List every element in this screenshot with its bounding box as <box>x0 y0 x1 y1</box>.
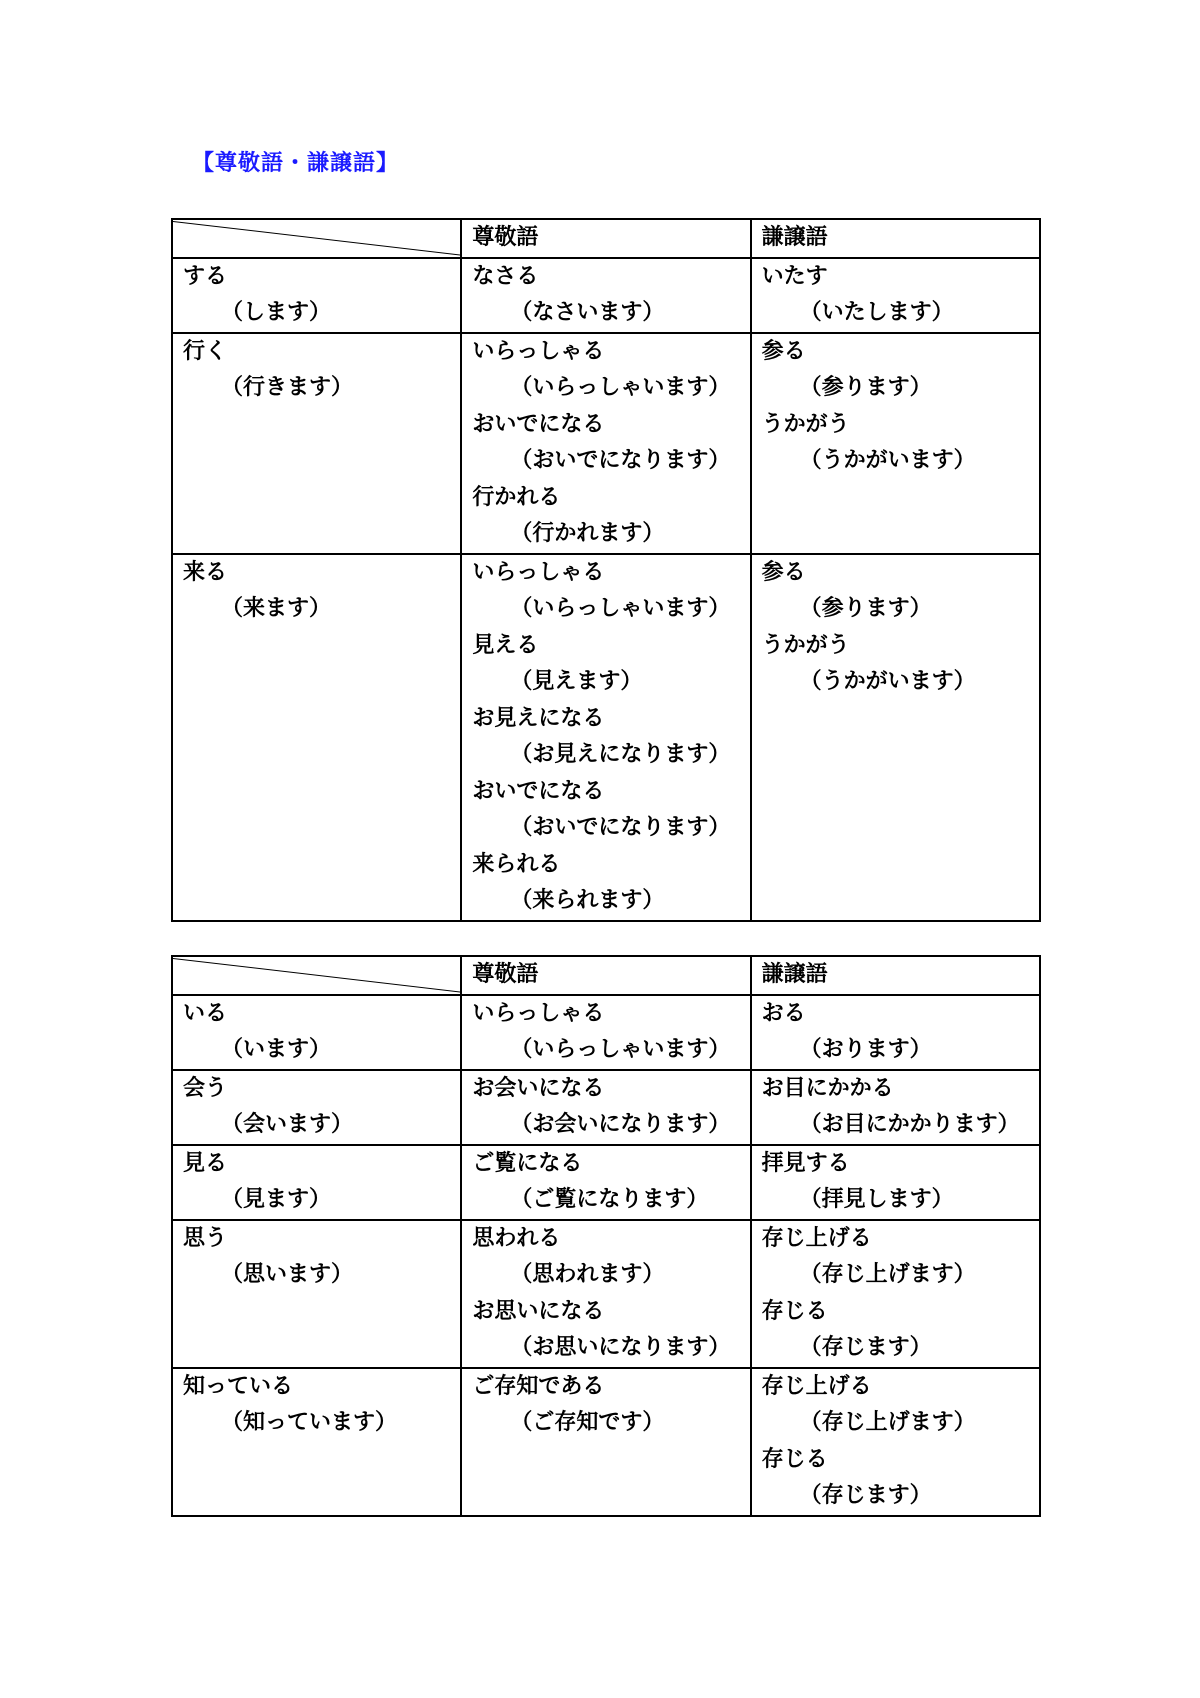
plain-form: 知っている <box>183 1373 294 1399</box>
plain-form: 来る <box>183 559 228 585</box>
polite-form: （します） <box>221 300 332 325</box>
plain-form: おいでになる <box>472 411 605 437</box>
sonkeigo-cell <box>461 333 750 554</box>
plain-form: うかがう <box>761 632 850 658</box>
corner-cell <box>172 956 461 995</box>
diagonal-line <box>173 957 460 994</box>
polite-form: （来られます） <box>510 888 665 913</box>
plain-form: 拝見する <box>761 1150 850 1176</box>
polite-form: （存じます） <box>799 1335 932 1360</box>
kenjougo-cell <box>751 258 1040 333</box>
table-body <box>172 995 1040 1516</box>
table-body <box>172 258 1040 921</box>
plain-form: 行く <box>183 338 228 364</box>
sonkeigo-cell <box>461 1368 750 1516</box>
polite-form: （知っています） <box>221 1410 398 1435</box>
sonkeigo-cell <box>461 554 750 921</box>
polite-form: （思います） <box>221 1262 354 1287</box>
verb-cell <box>172 554 461 921</box>
kenjougo-cell <box>751 1368 1040 1516</box>
plain-form: 参る <box>761 559 806 585</box>
polite-form: （参ります） <box>799 596 932 621</box>
plain-form: お目にかかる <box>761 1075 894 1101</box>
plain-form: おる <box>761 1000 806 1026</box>
polite-form: （存じ上げます） <box>799 1410 976 1435</box>
verb-cell <box>172 258 461 333</box>
kenjougo-cell <box>751 554 1040 921</box>
kenjougo-cell <box>751 333 1040 554</box>
verb-cell <box>172 1145 461 1220</box>
plain-form: する <box>183 263 228 289</box>
polite-form: （いらっしゃいます） <box>510 375 731 400</box>
polite-form: （ご覧になります） <box>510 1187 709 1212</box>
plain-form: いらっしゃる <box>472 559 605 585</box>
plain-form: 参る <box>761 338 806 364</box>
table-row <box>172 995 1040 1070</box>
kenjougo-cell <box>751 1070 1040 1145</box>
sonkeigo-cell <box>461 1145 750 1220</box>
keigo-table-1 <box>171 218 1041 922</box>
polite-form: （思われます） <box>510 1262 665 1287</box>
sonkeigo-cell <box>461 995 750 1070</box>
polite-form: （見えます） <box>510 669 643 694</box>
kenjougo-cell <box>751 1220 1040 1368</box>
plain-form: 見る <box>183 1150 228 1176</box>
plain-form: 見える <box>472 632 539 658</box>
keigo-table-2 <box>171 955 1041 1517</box>
plain-form: おいでになる <box>472 778 605 804</box>
header-kenjougo: 謙譲語 <box>751 219 1040 258</box>
verb-cell <box>172 1070 461 1145</box>
polite-form: （会います） <box>221 1112 354 1137</box>
plain-form: 来られる <box>472 851 561 877</box>
table-row <box>172 1070 1040 1145</box>
polite-form: （うかがいます） <box>799 448 976 473</box>
polite-form: （おいでになります） <box>510 448 731 473</box>
polite-form: （存じます） <box>799 1483 932 1508</box>
polite-form: （存じ上げます） <box>799 1262 976 1287</box>
header-sonkeigo: 尊敬語 <box>461 219 750 258</box>
sonkeigo-cell <box>461 1070 750 1145</box>
kenjougo-cell <box>751 1145 1040 1220</box>
kenjougo-cell <box>751 995 1040 1070</box>
verb-cell <box>172 333 461 554</box>
plain-form: 存じる <box>761 1446 828 1472</box>
polite-form: （います） <box>221 1037 332 1062</box>
table-row <box>172 333 1040 554</box>
plain-form: 会う <box>183 1075 228 1101</box>
header-row <box>172 219 1040 258</box>
polite-form: （うかがいます） <box>799 669 976 694</box>
plain-form: 思われる <box>472 1225 561 1251</box>
plain-form: 思う <box>183 1225 228 1251</box>
diagonal-line <box>173 220 460 257</box>
plain-form: ご存知である <box>472 1373 605 1399</box>
polite-form: （来ます） <box>221 596 332 621</box>
plain-form: 存じる <box>761 1298 828 1324</box>
polite-form: （お目にかかります） <box>799 1112 1020 1137</box>
polite-form: （いたします） <box>799 300 954 325</box>
polite-form: （お会いになります） <box>510 1112 731 1137</box>
table-row <box>172 554 1040 921</box>
sonkeigo-cell <box>461 258 750 333</box>
polite-form: （行かれます） <box>510 521 665 546</box>
table-row <box>172 1220 1040 1368</box>
plain-form: いらっしゃる <box>472 1000 605 1026</box>
plain-form: いらっしゃる <box>472 338 605 364</box>
verb-cell <box>172 1368 461 1516</box>
header-row <box>172 956 1040 995</box>
page-title: 【尊敬語・謙譲語】 <box>192 151 400 176</box>
polite-form: （お見えになります） <box>510 742 731 767</box>
plain-form: 行かれる <box>472 484 561 510</box>
plain-form: 存じ上げる <box>761 1373 872 1399</box>
plain-form: いたす <box>761 263 828 289</box>
polite-form: （おります） <box>799 1037 932 1062</box>
polite-form: （いらっしゃいます） <box>510 596 731 621</box>
plain-form: いる <box>183 1000 228 1026</box>
plain-form: お会いになる <box>472 1075 605 1101</box>
polite-form: （ご存知です） <box>510 1410 665 1435</box>
corner-cell <box>172 219 461 258</box>
header-sonkeigo: 尊敬語 <box>461 956 750 995</box>
verb-cell <box>172 995 461 1070</box>
table-row <box>172 258 1040 333</box>
table-row <box>172 1145 1040 1220</box>
polite-form: （おいでになります） <box>510 815 731 840</box>
verb-cell <box>172 1220 461 1368</box>
table-row <box>172 1368 1040 1516</box>
header-kenjougo: 謙譲語 <box>751 956 1040 995</box>
polite-form: （行きます） <box>221 375 354 400</box>
polite-form: （拝見します） <box>799 1187 954 1212</box>
plain-form: なさる <box>472 263 539 289</box>
polite-form: （参ります） <box>799 375 932 400</box>
plain-form: うかがう <box>761 411 850 437</box>
polite-form: （いらっしゃいます） <box>510 1037 731 1062</box>
polite-form: （見ます） <box>221 1187 332 1212</box>
plain-form: 存じ上げる <box>761 1225 872 1251</box>
plain-form: お思いになる <box>472 1298 605 1324</box>
polite-form: （なさいます） <box>510 300 665 325</box>
sonkeigo-cell <box>461 1220 750 1368</box>
plain-form: お見えになる <box>472 705 605 731</box>
plain-form: ご覧になる <box>472 1150 583 1176</box>
polite-form: （お思いになります） <box>510 1335 731 1360</box>
